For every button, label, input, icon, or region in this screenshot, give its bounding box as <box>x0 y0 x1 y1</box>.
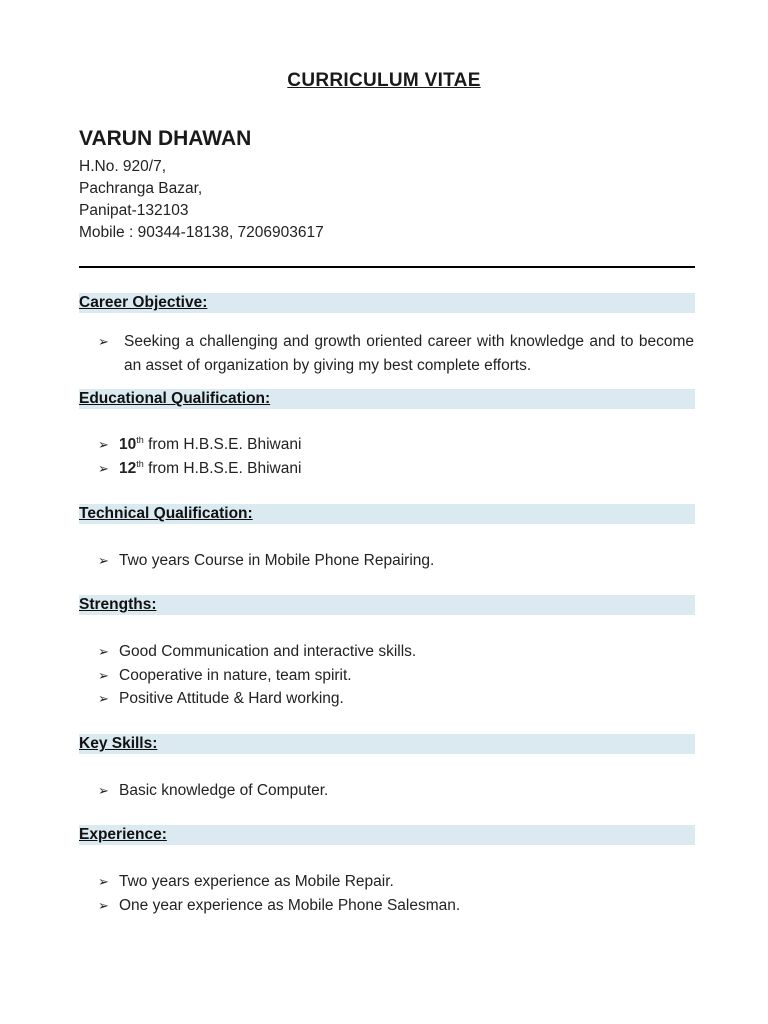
arrow-bullet-icon: ➢ <box>98 667 109 683</box>
arrow-bullet-icon: ➢ <box>98 644 109 659</box>
strengths-list <box>98 640 694 711</box>
experience-list <box>98 870 694 917</box>
section-heading-key-skills <box>79 734 695 754</box>
section-heading-label: Career Objective: <box>79 294 208 311</box>
arrow-bullet-icon: ➢ <box>98 553 109 568</box>
grade-number: 10 <box>119 436 137 453</box>
list-item-text: Positive Attitude & Hard working. <box>119 690 344 707</box>
list-item-text: from H.B.S.E. Bhiwani <box>143 436 302 453</box>
section-heading-experience <box>79 825 695 845</box>
address-line: H.No. 920/7, <box>79 158 167 175</box>
arrow-bullet-icon: ➢ <box>98 897 109 913</box>
arrow-bullet-icon: ➢ <box>98 437 109 452</box>
ordinal-suffix: th <box>136 434 144 445</box>
list-item <box>98 687 694 711</box>
list-item <box>98 457 694 481</box>
list-item-text: Seeking a challenging and growth oriented career with knowledge and to become an asset of organization by giving my best complete efforts. <box>124 333 694 374</box>
list-item-text: Basic knowledge of Computer. <box>119 782 329 799</box>
list-item <box>98 779 694 803</box>
arrow-bullet-icon: ➢ <box>98 691 109 706</box>
section-heading-career-objective <box>79 293 695 313</box>
candidate-name: VARUN DHAWAN <box>79 127 252 150</box>
technical-list <box>98 549 694 573</box>
header-divider <box>79 266 695 268</box>
list-item-text: Two years experience as Mobile Repair. <box>119 873 394 890</box>
mobile-line: Mobile : 90344-18138, 7206903617 <box>79 224 324 241</box>
section-heading-label: Experience: <box>79 826 167 843</box>
list-item-text: Two years Course in Mobile Phone Repairing. <box>119 552 435 569</box>
ordinal-suffix: th <box>136 458 144 469</box>
section-heading-label: Key Skills: <box>79 735 158 752</box>
arrow-bullet-icon: ➢ <box>98 460 109 476</box>
educational-list <box>98 433 694 480</box>
list-item <box>98 549 694 573</box>
list-item <box>98 330 694 377</box>
section-heading-strengths <box>79 595 695 615</box>
list-item <box>98 664 694 688</box>
address-line: Pachranga Bazar, <box>79 180 203 197</box>
list-item <box>98 433 694 457</box>
address-block <box>79 156 324 244</box>
list-item <box>98 870 694 894</box>
section-heading-label: Technical Qualification: <box>79 505 253 522</box>
list-item-text: from H.B.S.E. Bhiwani <box>143 459 302 477</box>
list-item-text: Cooperative in nature, team spirit. <box>119 666 352 684</box>
list-item-text: Good Communication and interactive skills. <box>119 643 417 660</box>
key-skills-list <box>98 779 694 803</box>
section-heading-label: Strengths: <box>79 596 157 613</box>
section-heading-label: Educational Qualification: <box>79 390 271 407</box>
career-objective-list <box>98 330 694 377</box>
arrow-bullet-icon: ➢ <box>98 334 109 349</box>
section-heading-technical-qualification <box>79 504 695 524</box>
document-title: CURRICULUM VITAE <box>287 70 481 91</box>
arrow-bullet-icon: ➢ <box>98 783 109 798</box>
list-item <box>98 640 694 664</box>
list-item-text: One year experience as Mobile Phone Salesman. <box>119 896 461 914</box>
arrow-bullet-icon: ➢ <box>98 874 109 889</box>
grade-number: 12 <box>119 459 137 477</box>
section-heading-educational-qualification <box>79 389 695 409</box>
address-line: Panipat-132103 <box>79 202 189 219</box>
list-item <box>98 894 694 918</box>
